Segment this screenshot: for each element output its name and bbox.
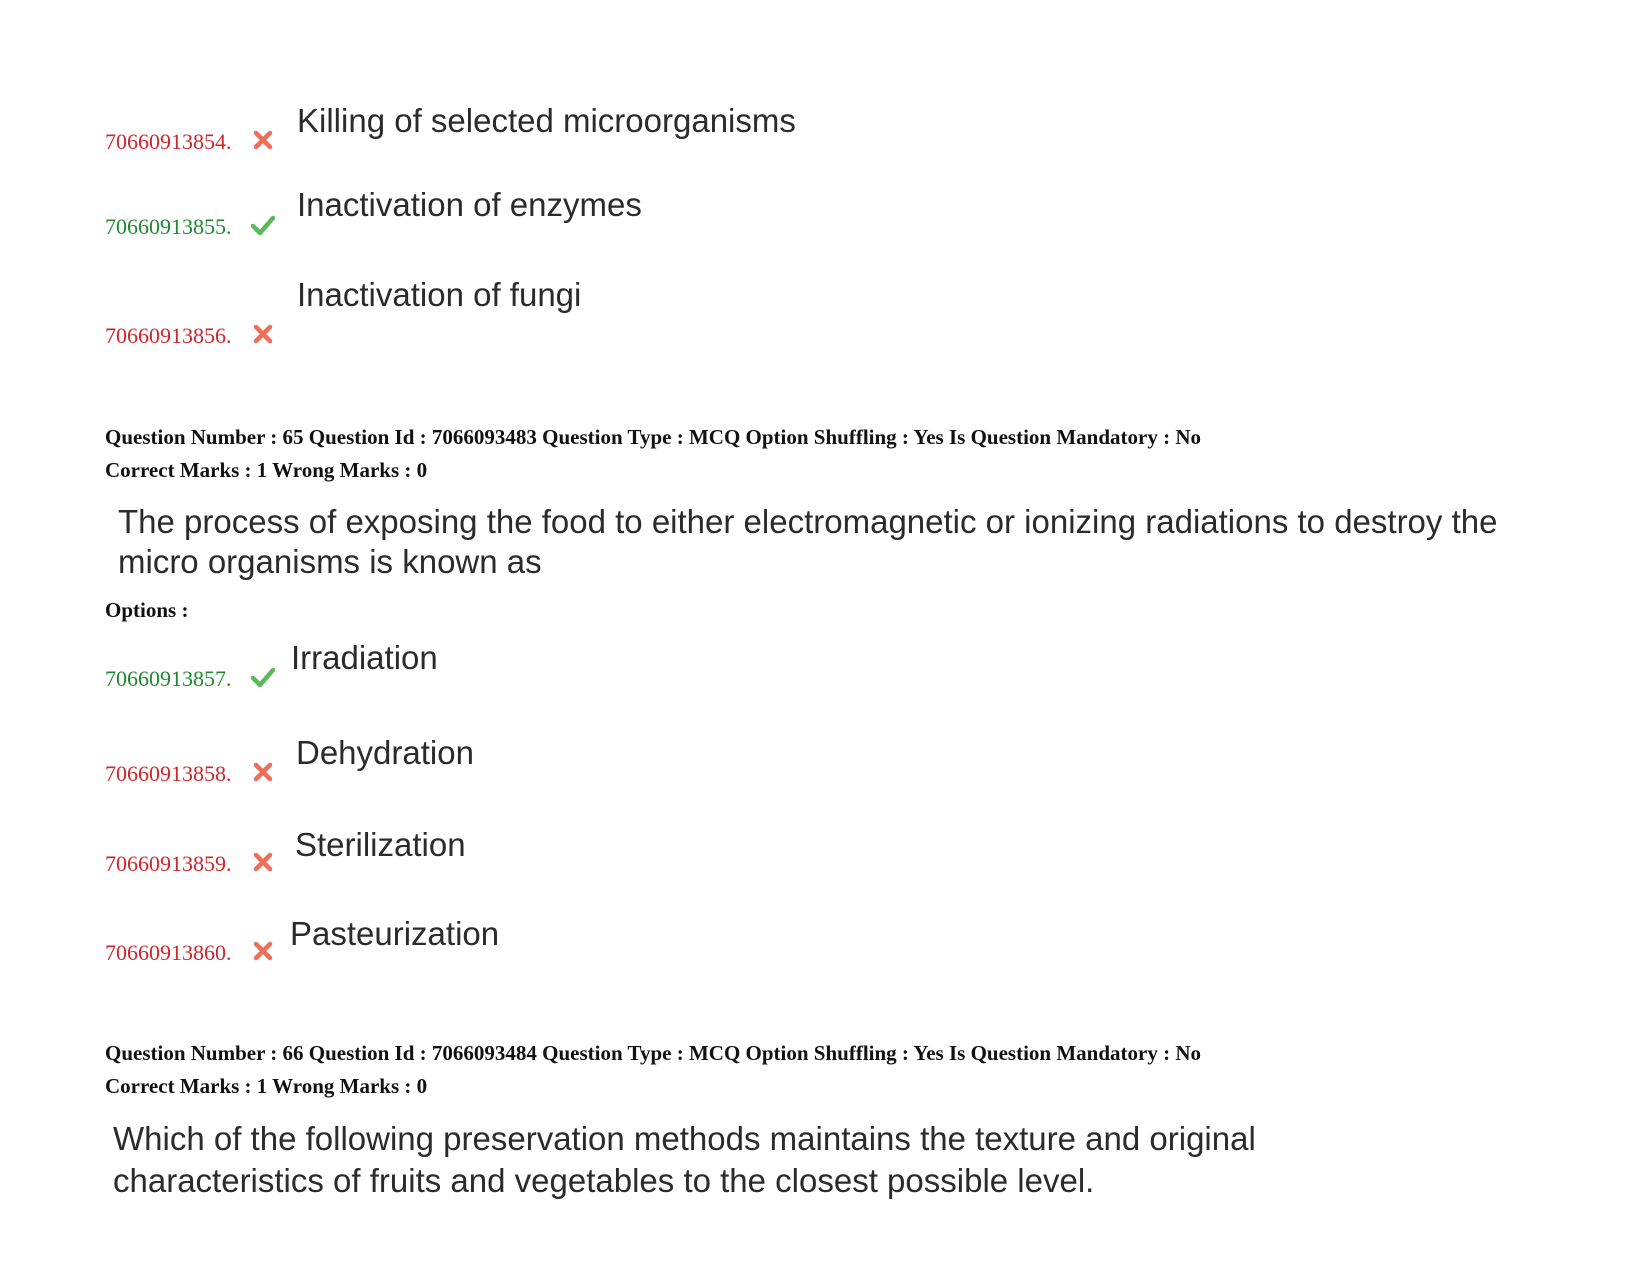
option-row: [105, 630, 1005, 690]
marks-line: Correct Marks : 1 Wrong Marks : 0: [105, 1074, 428, 1098]
option-text: Irradiation: [291, 639, 438, 676]
question-text: Which of the following preservation methods maintains the texture and original characteristics of fruits and vegetables to the closest possible level.: [113, 1120, 1256, 1199]
option-row: [105, 815, 1005, 875]
question-meta: [105, 1037, 1201, 1103]
option-text: Pasteurization: [290, 915, 500, 952]
option-text: Killing of selected microorganisms: [297, 102, 796, 139]
option-text: Inactivation of fungi: [297, 276, 582, 313]
question-meta: [105, 421, 1201, 487]
option-id: 70660913857.: [105, 666, 232, 691]
option-id: 70660913855.: [105, 214, 232, 239]
option-id: 70660913858.: [105, 761, 232, 786]
option-text: Inactivation of enzymes: [297, 186, 642, 223]
question-meta-line: Question Number : 66 Question Id : 7066093484 Question Type : MCQ Option Shuffling : Yes Is Question Mandatory : No: [105, 1041, 1201, 1065]
cross-icon: [251, 129, 275, 151]
option-row: [105, 904, 1005, 964]
option-id: 70660913859.: [105, 851, 232, 876]
cross-icon: [251, 851, 275, 873]
option-id: 70660913856.: [105, 323, 232, 348]
cross-icon: [251, 323, 275, 345]
cross-icon: [251, 761, 275, 783]
option-id: 70660913854.: [105, 129, 232, 154]
check-icon: [251, 214, 275, 236]
option-text: Sterilization: [295, 826, 466, 863]
option-row: [105, 276, 1005, 348]
option-text: Dehydration: [296, 734, 474, 771]
options-label: Options :: [105, 598, 189, 622]
option-row: [105, 725, 1005, 785]
question-meta-line: Question Number : 65 Question Id : 7066093483 Question Type : MCQ Option Shuffling : Yes Is Question Mandatory : No: [105, 425, 1201, 449]
marks-line: Correct Marks : 1 Wrong Marks : 0: [105, 458, 428, 482]
option-row: [105, 93, 1005, 153]
option-row: [105, 178, 1005, 238]
question-text: The process of exposing the food to either electromagnetic or ionizing radiations to destroy the micro organisms is known as: [118, 503, 1498, 580]
check-icon: [251, 666, 275, 688]
cross-icon: [251, 940, 275, 962]
option-id: 70660913860.: [105, 940, 232, 965]
